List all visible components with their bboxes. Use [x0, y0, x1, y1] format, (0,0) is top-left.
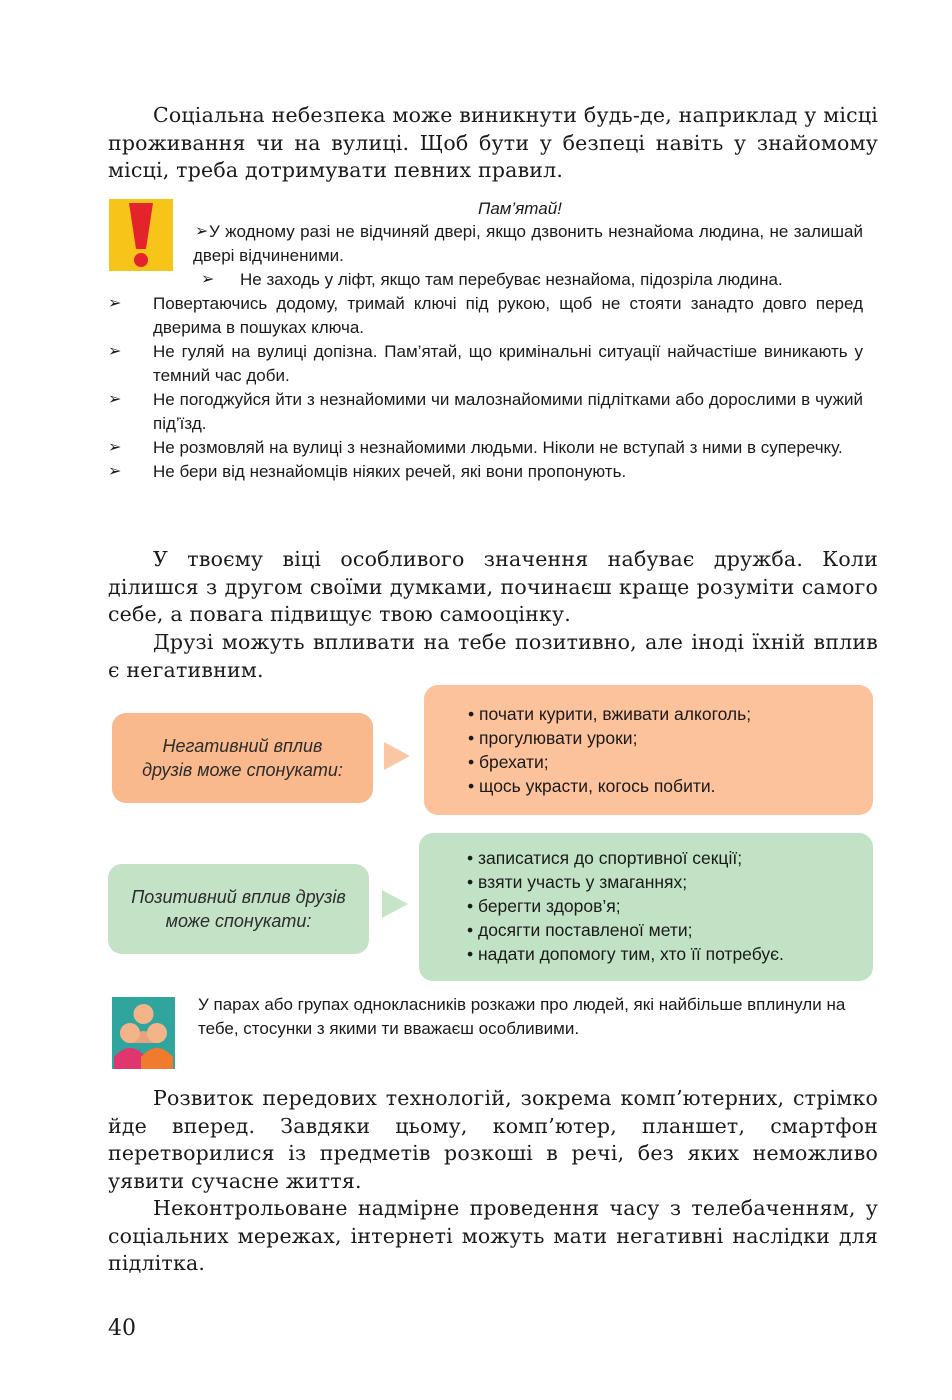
arrow-bullet-icon: ➢ — [108, 463, 122, 480]
rule-item: ➢ У жодному разі не відчиняй двері, якщо дзвонить незнайома людина, не залишай двері відчиненими. — [193, 222, 863, 265]
negative-influence-list — [424, 685, 873, 815]
arrow-bullet-icon: ➢ — [108, 439, 122, 456]
list-item: • записатися до спортивної секції; — [467, 848, 743, 868]
rule-item: ➢ Не розмовляй на вулиці з незнайомими людьми. Ніколи не вступай з ними в суперечку. — [108, 436, 863, 460]
rule-item: ➢ Повертаючись додому, тримай ключі під рукою, щоб не стояти занадто довго перед дверима в пошуках ключа. — [108, 294, 863, 337]
list-item: • брехати; — [468, 752, 549, 772]
friendship-paragraph-2: Друзі можуть впливати на тебе позитивно, але іноді їхній вплив є негативним. — [108, 630, 878, 682]
arrow-bullet-icon: ➢ — [201, 271, 215, 288]
list-item: • взяти участь у змаганнях; — [467, 872, 688, 892]
arrow-bullet-icon: ➢ — [108, 343, 122, 360]
task-text: У парах або групах однокласників розкажи про людей, які найбільше вплинули на тебе, стосунки з якими ти вважаєш особливими. — [198, 995, 846, 1038]
list-item: • прогулювати уроки; — [468, 728, 638, 748]
technology-paragraph: Розвиток передових технологій, зокрема комп’ютерних, стрімко йде вперед. Завдяки цьому, комп’ютер, планшет, смартфон перетворилися із предметів розкоші в речі, без яких неможливо уявити сучасне життя. — [108, 1086, 878, 1193]
rule-item: ➢ Не погоджуйся йти з незнайомими чи малознайомими підлітками або дорослими в чужий під’їзд. — [108, 390, 863, 433]
list-item: • досягти поставленої мети; — [467, 920, 693, 940]
list-item: • надати допомогу тим, хто її потребує. — [467, 944, 784, 964]
rule-item: ➢ Не заходь у ліфт, якщо там перебуває незнайома, підозріла людина. — [108, 268, 863, 292]
negative-influence-label: Негативний вплив друзів може спонукати: — [112, 713, 373, 803]
positive-influence-list — [419, 833, 873, 981]
remember-title: Пам’ятай! — [478, 199, 562, 218]
arrow-bullet-icon: ➢ — [195, 223, 209, 240]
arrow-bullet-icon: ➢ — [108, 391, 122, 408]
group-work-icon — [112, 997, 175, 1069]
rule-item: ➢ Не гуляй на вулиці допізна. Пам’ятай, що кримінальні ситуації найчастіше виникають у темний час доби. — [108, 342, 863, 385]
positive-arrow-icon — [382, 890, 408, 918]
negative-arrow-icon — [384, 742, 410, 770]
arrow-bullet-icon: ➢ — [108, 295, 122, 312]
rules-list — [108, 220, 863, 484]
list-item: • почати курити, вживати алкоголь; — [468, 704, 752, 724]
list-item: • берегти здоров’я; — [467, 896, 621, 916]
friendship-paragraph-1: У твоєму віці особливого значення набуває дружба. Коли ділишся з другом своїми думками, починаєш краще розуміти самого себе, а повага підвищує твою самооцінку. — [108, 547, 878, 626]
page-number: 40 — [108, 1316, 136, 1341]
list-item: • щось украсти, когось побити. — [468, 776, 716, 796]
rule-item: ➢ Не бери від незнайомців ніяких речей, які вони пропонують. — [108, 460, 863, 484]
positive-influence-label: Позитивний вплив друзів може спонукати: — [108, 864, 369, 954]
intro-paragraph: Соціальна небезпека може виникнути будь-де, наприклад у місці проживання чи на вулиці. Щоб бути у безпеці навіть у знайомому місці, треба дотримувати певних правил. — [108, 103, 878, 182]
media-paragraph: Неконтрольоване надмірне проведення часу з телебаченням, у соціальних мережах, інтернеті можуть мати негативні наслідки для підлітка. — [108, 1196, 878, 1275]
